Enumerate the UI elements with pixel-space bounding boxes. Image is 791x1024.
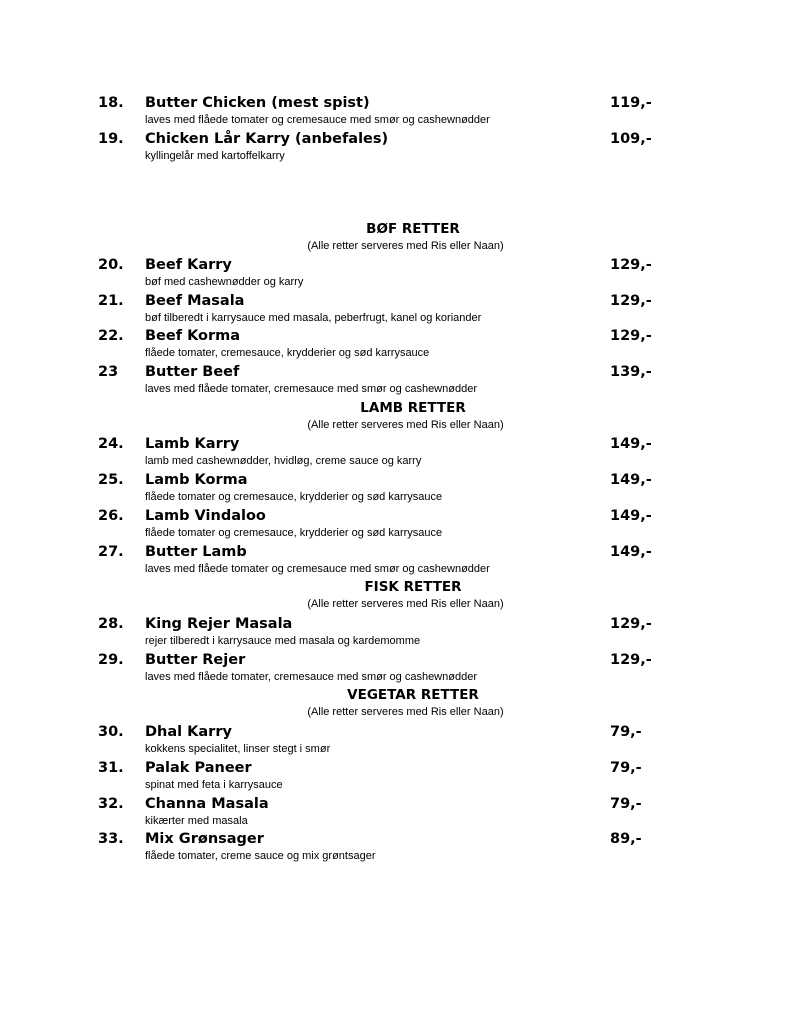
item-price: 129,- <box>610 616 652 632</box>
menu-item-28 <box>0 615 791 651</box>
item-price: 119,- <box>610 95 652 111</box>
item-description: lamb med cashewnødder, hvidløg, creme sauce og karry <box>145 455 422 467</box>
item-price: 129,- <box>610 293 652 309</box>
section-subtitle-vegetar: (Alle retter serveres med Ris eller Naan) <box>307 706 504 718</box>
item-price: 79,- <box>610 724 642 740</box>
item-price: 139,- <box>610 364 652 380</box>
item-number: 28. <box>98 616 124 632</box>
item-number: 33. <box>98 831 124 847</box>
item-price: 109,- <box>610 131 652 147</box>
menu-item-26 <box>0 507 791 543</box>
item-price: 129,- <box>610 652 652 668</box>
item-description: laves med flåede tomater og cremesauce med smør og cashewnødder <box>145 563 490 575</box>
item-description: laves med flåede tomater og cremesauce med smør og cashewnødder <box>145 114 490 126</box>
menu-item-25 <box>0 471 791 507</box>
item-number: 27. <box>98 544 124 560</box>
item-name: Palak Paneer <box>145 760 252 776</box>
item-price: 149,- <box>610 436 652 452</box>
item-price: 149,- <box>610 472 652 488</box>
item-price: 89,- <box>610 831 642 847</box>
item-description: kikærter med masala <box>145 815 248 827</box>
item-price: 149,- <box>610 544 652 560</box>
section-subtitle-lamb: (Alle retter serveres med Ris eller Naan) <box>307 419 504 431</box>
item-price: 129,- <box>610 257 652 273</box>
item-number: 22. <box>98 328 124 344</box>
item-name: Lamb Karry <box>145 436 240 452</box>
menu-item-18 <box>0 94 791 130</box>
menu-item-24 <box>0 435 791 471</box>
menu-item-33 <box>0 830 791 866</box>
item-description: flåede tomater og cremesauce, krydderier og sød karrysauce <box>145 527 443 539</box>
item-name: King Rejer Masala <box>145 616 293 632</box>
item-name: Lamb Korma <box>145 472 248 488</box>
item-number: 20. <box>98 257 124 273</box>
item-price: 149,- <box>610 508 652 524</box>
item-name: Beef Karry <box>145 257 232 273</box>
section-title-lamb: LAMB RETTER <box>360 400 466 416</box>
item-number: 18. <box>98 95 124 111</box>
menu-item-32 <box>0 795 791 831</box>
item-name: Mix Grønsager <box>145 831 264 847</box>
section-subtitle-bof: (Alle retter serveres med Ris eller Naan) <box>307 240 504 252</box>
menu-item-27 <box>0 543 791 579</box>
menu-item-31 <box>0 759 791 795</box>
item-description: kyllingelår med kartoffelkarry <box>145 150 285 162</box>
item-description: flåede tomater, creme sauce og mix grøntsager <box>145 850 376 862</box>
item-description: spinat med feta i karrysauce <box>145 779 283 791</box>
menu-item-29 <box>0 651 791 687</box>
item-number: 32. <box>98 796 124 812</box>
item-description: rejer tilberedt i karrysauce med masala og kardemomme <box>145 635 421 647</box>
menu-item-23 <box>0 363 791 399</box>
item-name: Lamb Vindaloo <box>145 508 266 524</box>
menu-item-22 <box>0 327 791 363</box>
section-subtitle-fisk: (Alle retter serveres med Ris eller Naan) <box>307 598 504 610</box>
item-name: Butter Beef <box>145 364 240 380</box>
menu-item-21 <box>0 292 791 328</box>
menu-item-20 <box>0 256 791 292</box>
menu-item-30 <box>0 723 791 759</box>
item-name: Channa Masala <box>145 796 269 812</box>
menu-item-19 <box>0 130 791 166</box>
item-number: 30. <box>98 724 124 740</box>
item-number: 19. <box>98 131 124 147</box>
item-name: Butter Chicken (mest spist) <box>145 95 370 111</box>
item-description: flåede tomater og cremesauce, krydderier og sød karrysauce <box>145 491 443 503</box>
item-number: 24. <box>98 436 124 452</box>
item-name: Chicken Lår Karry (anbefales) <box>145 131 389 147</box>
item-name: Butter Rejer <box>145 652 246 668</box>
section-title-fisk: FISK RETTER <box>364 579 462 595</box>
item-number: 29. <box>98 652 124 668</box>
section-title-vegetar: VEGETAR RETTER <box>347 687 479 703</box>
item-price: 129,- <box>610 328 652 344</box>
item-name: Dhal Karry <box>145 724 232 740</box>
item-description: kokkens specialitet, linser stegt i smør <box>145 743 331 755</box>
item-description: laves med flåede tomater, cremesauce med smør og cashewnødder <box>145 383 477 395</box>
section-title-bof: BØF RETTER <box>366 221 460 237</box>
item-number: 25. <box>98 472 124 488</box>
item-name: Beef Masala <box>145 293 245 309</box>
item-name: Butter Lamb <box>145 544 247 560</box>
item-name: Beef Korma <box>145 328 241 344</box>
item-price: 79,- <box>610 796 642 812</box>
item-number: 21. <box>98 293 124 309</box>
item-number: 23 <box>98 364 119 380</box>
item-number: 26. <box>98 508 124 524</box>
item-description: flåede tomater, cremesauce, krydderier og sød karrysauce <box>145 347 430 359</box>
item-description: bøf med cashewnødder og karry <box>145 276 304 288</box>
item-number: 31. <box>98 760 124 776</box>
item-description: bøf tilberedt i karrysauce med masala, peberfrugt, kanel og koriander <box>145 312 482 324</box>
item-price: 79,- <box>610 760 642 776</box>
item-description: laves med flåede tomater, cremesauce med smør og cashewnødder <box>145 671 477 683</box>
